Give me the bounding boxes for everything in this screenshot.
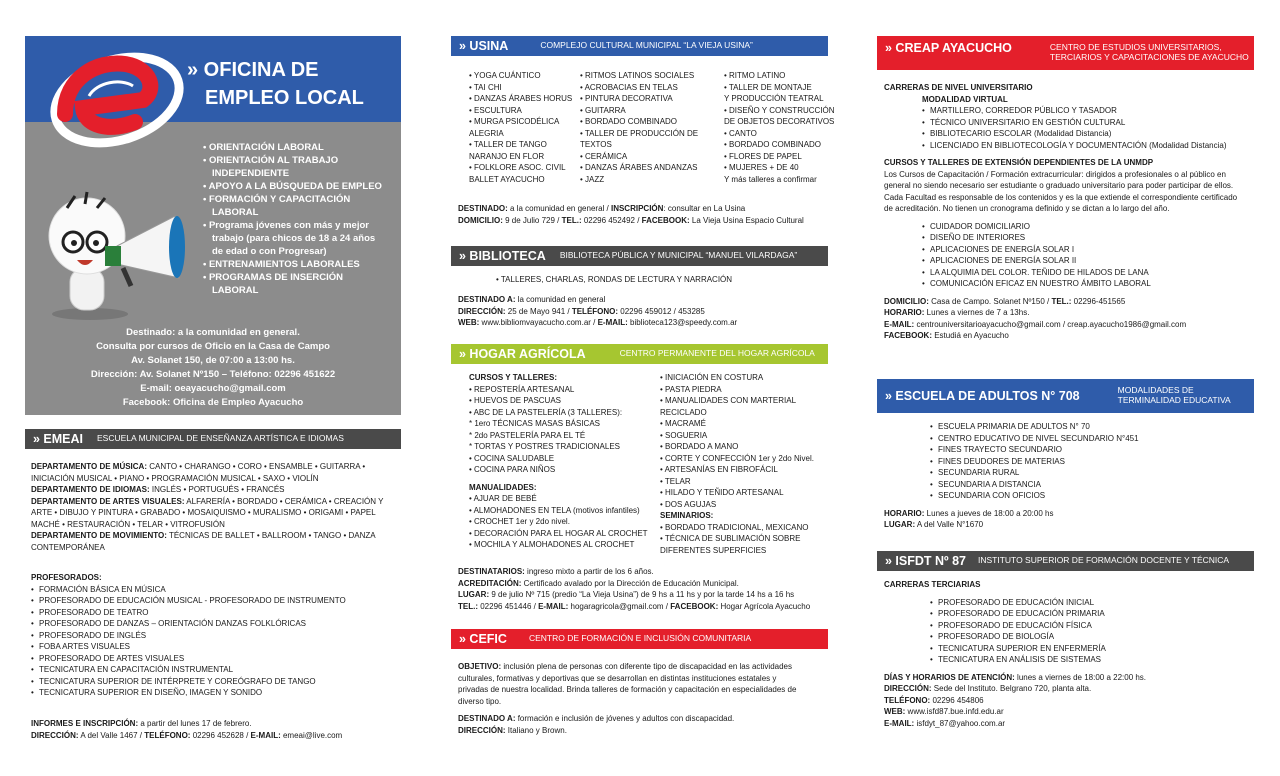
oficina-title: » OFICINA DE EMPLEO LOCAL <box>187 59 364 109</box>
list-item: NARANJO EN FLOR <box>469 151 545 161</box>
hogar-col2 <box>660 372 814 556</box>
usina-header: » USINA COMPLEJO CULTURAL MUNICIPAL “LA VIEJA USINA” <box>451 36 828 56</box>
list-item: Y PRODUCCIÓN TEATRAL <box>724 94 824 103</box>
list-item: * TORTAS Y POSTRES TRADICIONALES <box>469 442 621 451</box>
list-item: • PROFESORADO DE INGLÉS <box>31 630 346 642</box>
list-item: • YOGA CUÁNTICO <box>469 71 541 80</box>
list-item: • BORDADO A MANO <box>660 442 739 451</box>
creap-virtual-list <box>884 105 1237 151</box>
list-item: • TELAR <box>660 476 691 486</box>
list-item: • JAZZ <box>580 174 605 184</box>
list-item: • MARTILLERO, CORREDOR PÚBLICO Y TASADOR <box>922 105 1237 117</box>
list-item: • CROCHET 1er y 2do nivel. <box>469 517 570 526</box>
emeai-profesorados: PROFESORADOS: • FORMACIÓN BÁSICA EN MÚSICA • PROFESORADO DE EDUCACIÓN MUSICAL - PROFESORADO DE INSTRUMENTO • PROFESORADO DE TEATRO • PROFESORADO DE DANZAS – ORIENTACIÓN DANZAS FOLKLÓRICAS • PROFESORADO DE INGLÉS • FOBA ARTES VISUALES • PROFESORADO DE ARTES VISUALES • TECNICATURA EN CAPACITACIÓN INSTRUMENTAL • TECNICATURA SUPERIOR DE INTÉRPRETE Y COREÓGRAFO DE TANGO • TECNICATURA SUPERIOR EN DISEÑO, IMAGEN Y SONIDO <box>31 572 346 699</box>
list-item: • BIBLIOTECARIO ESCOLAR (Modalidad Distancia) <box>922 128 1237 140</box>
list-item: • APLICACIONES DE ENERGÍA SOLAR I <box>922 244 1237 256</box>
usina-info: DESTINADO: a la comunidad en general / INSCRIPCIÓN: consultar en La Usina DOMICILIO: 9 de Julio 729 / TEL.: 02296 452492 / FACEBOOK: La Vieja Usina Espacio Cultural <box>458 204 804 225</box>
list-item: • PROFESORADO DE DANZAS – ORIENTACIÓN DANZAS FOLKLÓRICAS <box>31 618 346 630</box>
list-item: • APLICACIONES DE ENERGÍA SOLAR II <box>922 255 1237 267</box>
list-item: • PROFESORADO DE EDUCACIÓN PRIMARIA <box>930 608 1146 620</box>
list-item: • DANZAS ÁRABES ANDANZAS <box>580 163 698 172</box>
list-item: • RITMOS LATINOS SOCIALES <box>580 71 695 80</box>
list-item: • BORDADO COMBINADO <box>724 140 822 149</box>
list-item: • COCINA SALUDABLE <box>469 453 555 463</box>
list-item: • FLORES DE PAPEL <box>724 151 802 161</box>
hogar-header: » HOGAR AGRÍCOLA CENTRO PERMANENTE DEL HOGAR AGRÍCOLA <box>451 344 828 364</box>
oficina-footer: Destinado: a la comunidad en general. Consulta por cursos de Oficio en la Casa de Campo Av. Solanet 150, de 07:00 a 13:00 hs. Dirección: Av. Solanet Nº150 – Teléfono: 02296 451622 E-mail: oeayacucho@gmail.com Facebook: Oficina de Empleo Ayacucho <box>90 327 336 408</box>
list-item: • MOCHILA Y ALMOHADONES AL CROCHET <box>469 540 635 549</box>
hogar-col1 <box>469 372 648 551</box>
list-item: • PASTA PIEDRA <box>660 384 722 394</box>
emeai-departments: DEPARTAMENTO DE MÚSICA: CANTO • CHARANGO • CORO • ENSAMBLE • GUITARRA • INICIACIÓN MUSICAL • PIANO • PROGRAMACIÓN MUSICAL • SAXO • VIOLÍN DEPARTAMENTO DE IDIOMAS: INGLÉS • PORTUGUÉS • FRANCÉS DEPARTAMENTO DE ARTES VISUALES: ALFARERÍA • BORDADO • CERÁMICA • CREACIÓN Y ARTE • DIBUJO Y PINTURA • GRABADO • MOSAIQUISMO • MURALISMO • ORIGAMI • PAPEL MACHÉ • RESTAURACIÓN • TELAR • VITROFUSIÓN DEPARTAMENTO DE MOVIMIENTO: TÉCNICAS DE BALLET • BALLROOM • TANGO • DANZA CONTEMPORÁNEA <box>31 462 384 552</box>
list-item: • PROFESORADO DE EDUCACIÓN INICIAL <box>930 597 1146 609</box>
list-item: • PINTURA DECORATIVA <box>580 94 673 103</box>
list-item: • PROFESORADO DE EDUCACIÓN FÍSICA <box>930 620 1146 632</box>
usina-col1 <box>469 70 572 185</box>
oficina-services: • ORIENTACIÓN LABORAL • ORIENTACIÓN AL TRABAJO INDEPENDIENTE • APOYO A LA BÚSQUEDA DE EMPLEO • FORMACIÓN Y CAPACITACIÓN LABORAL • Programa jóvenes con más y mejor trabajo (para chicos de 18 a 24 años de edad o con Progresar) • ENTRENAMIENTOS LABORALES • PROGRAMAS DE INSERCIÓN LABORAL <box>203 142 382 296</box>
list-item: • GUITARRA <box>580 105 626 115</box>
list-item: • INICIACIÓN EN COSTURA <box>660 373 764 382</box>
list-item: • TALLER DE MONTAJE <box>724 82 812 92</box>
adultos-list <box>884 421 1139 502</box>
e-logo-icon <box>39 42 199 152</box>
creap-header: » CREAP AYACUCHO CENTRO DE ESTUDIOS UNIVERSITARIOS, TERCIARIOS Y CAPACITACIONES DE AYACUCHO <box>877 36 1254 70</box>
megaphone-character-icon <box>35 186 195 326</box>
list-item: * 1ero TÉCNICAS MASAS BÁSICAS <box>469 419 601 428</box>
list-item: • PROFESORADO DE EDUCACIÓN MUSICAL - PROFESORADO DE INSTRUMENTO <box>31 595 346 607</box>
list-item: • TÉCNICA DE SUBLIMACIÓN SOBRE <box>660 534 801 543</box>
list-item: • DOS AGUJAS <box>660 499 717 509</box>
oficina-empleo-panel <box>25 36 401 415</box>
list-item: • MUJERES + DE 40 <box>724 163 799 172</box>
list-item: DIFERENTES SUPERFICIES <box>660 545 767 555</box>
list-item: • REPOSTERÍA ARTESANAL <box>469 384 575 394</box>
isfdt-header: » ISFDT Nº 87 INSTITUTO SUPERIOR DE FORMACIÓN DOCENTE Y TÉCNICA <box>877 551 1254 571</box>
list-item: • TALLER DE TANGO <box>469 140 547 149</box>
list-item: • TÉCNICO UNIVERSITARIO EN GESTIÓN CULTURAL <box>922 117 1237 129</box>
list-item: • ESCUELA PRIMARIA DE ADULTOS N° 70 <box>930 421 1139 433</box>
list-item: • CENTRO EDUCATIVO DE NIVEL SECUNDARIO N°451 <box>930 433 1139 445</box>
list-item: • DISEÑO DE INTERIORES <box>922 232 1237 244</box>
list-item: • TECNICATURA SUPERIOR DE INTÉRPRETE Y COREÓGRAFO DE TANGO <box>31 676 346 688</box>
list-item: CURSOS Y TALLERES: <box>469 373 558 382</box>
list-item: • CERÁMICA <box>580 151 628 161</box>
list-item: • COMUNICACIÓN EFICAZ EN NUESTRO ÁMBITO LABORAL <box>922 278 1237 290</box>
list-item: • BORDADO COMBINADO <box>580 117 678 126</box>
list-item: • FINES DEUDORES DE MATERIAS <box>930 456 1139 468</box>
list-item: • DECORACIÓN PARA EL HOGAR AL CROCHET <box>469 528 648 538</box>
list-item: DE OBJETOS DECORATIVOS <box>724 117 835 126</box>
list-item: SEMINARIOS: <box>660 511 714 520</box>
list-item: • FORMACIÓN BÁSICA EN MÚSICA <box>31 584 346 596</box>
list-item: • AJUAR DE BEBÉ <box>469 494 537 503</box>
list-item: • TECNICATURA EN CAPACITACIÓN INSTRUMENTAL <box>31 664 346 676</box>
list-item: ALEGRIA <box>469 128 504 138</box>
list-item: • RITMO LATINO <box>724 71 786 80</box>
list-item: • PROFESORADO DE TEATRO <box>31 607 346 619</box>
list-item: • ARTESANÍAS EN FIBROFÁCIL <box>660 465 778 474</box>
list-item: • FINES TRAYECTO SECUNDARIO <box>930 444 1139 456</box>
list-item: • CUIDADOR DOMICILIARIO <box>922 221 1237 233</box>
cefic-header: » CEFIC CENTRO DE FORMACIÓN E INCLUSIÓN COMUNITARIA <box>451 629 828 649</box>
list-item: • MANUALIDADES CON MARTERIAL <box>660 396 797 405</box>
list-item: • DISEÑO Y CONSTRUCCIÓN <box>724 105 835 115</box>
biblioteca-header: » BIBLIOTECA BIBLIOTECA PÚBLICA Y MUNICIPAL “MANUEL VILARDAGA” <box>451 246 828 266</box>
list-item: • TECNICATURA SUPERIOR EN DISEÑO, IMAGEN Y SONIDO <box>31 687 346 699</box>
list-item: • HILADO Y TEÑIDO ARTESANAL <box>660 488 784 497</box>
list-item: • BORDADO TRADICIONAL, MEXICANO <box>660 522 809 532</box>
list-item: • LA ALQUIMIA DEL COLOR. TEÑIDO DE HILADOS DE LANA <box>922 267 1237 279</box>
list-item: • ACROBACIAS EN TELAS <box>580 82 678 92</box>
list-item: • TECNICATURA EN ANÁLISIS DE SISTEMAS <box>930 654 1146 666</box>
list-item: • TALLER DE PRODUCCIÓN DE <box>580 128 699 138</box>
adultos-body: • ESCUELA PRIMARIA DE ADULTOS N° 70 • CENTRO EDUCATIVO DE NIVEL SECUNDARIO N°451 • FINES TRAYECTO SECUNDARIO • FINES DEUDORES DE MATERIAS • SECUNDARIA RURAL • SECUNDARIA A DISTANCIA • SECUNDARIA CON OFICIOS HORARIO: Lunes a jueves de 18:00 a 20:00 hs LUGAR: A del Valle N°1670 <box>884 421 1139 531</box>
hogar-info: DESTINATARIOS: ingreso mixto a partir de los 6 años. ACREDITACIÓN: Certificado avalado por la Dirección de Educación Municipal. LUGAR: 9 de julio Nº 715 (predio “La Vieja Usina”) de 9 hs a 11 hs y por la tarde 14 hs a 16 hs TEL.: 02296 451446 / E-MAIL: hogaragricola@gmail.com / FACEBOOK: Hogar Agrícola Ayacucho <box>458 567 811 611</box>
list-item: • HUEVOS DE PASCUAS <box>469 396 562 405</box>
list-item: • SOGUERIA <box>660 430 708 440</box>
list-item: • MACRAMÉ <box>660 419 706 428</box>
adultos-header: » ESCUELA DE ADULTOS N° 708 MODALIDADES DE TERMINALIDAD EDUCATIVA <box>877 379 1254 413</box>
isfdt-body: CARRERAS TERCIARIAS • PROFESORADO DE EDUCACIÓN INICIAL • PROFESORADO DE EDUCACIÓN PRIMARIA • PROFESORADO DE EDUCACIÓN FÍSICA • PROFESORADO DE BIOLOGÍA • TECNICATURA SUPERIOR EN ENFERMERÍA • TECNICATURA EN ANÁLISIS DE SISTEMAS DÍAS Y HORARIOS DE ATENCIÓN: lunes a viernes de 18:00 a 22:00 hs. DIRECCIÓN: Sede del Instituto. Belgrano 720, planta alta. TELÉFONO: 02296 454806 WEB: www.isfd87.bue.infd.edu.ar E-MAIL: isfdyt_87@yahoo.com.ar <box>884 579 1146 729</box>
list-item: BALLET AYACUCHO <box>469 174 545 184</box>
list-item: • ABC DE LA PASTELERÍA (3 TALLERES): <box>469 407 623 417</box>
list-item: • PROFESORADO DE BIOLOGÍA <box>930 631 1146 643</box>
list-item: Y más talleres a confirmar <box>724 174 817 184</box>
list-item: • ESCULTURA <box>469 105 522 115</box>
profesorados-list <box>31 584 346 699</box>
cefic-info: OBJETIVO: inclusión plena de personas con diferente tipo de discapacidad en las actividades culturales, formativas y deportivas que se desarrollan en distintas instituciones estatales y privadas de nuestra localidad. Brinda talleres de formación y capacitación en especialidades de diverso tipo. DESTINADO A: formación e inclusión de jóvenes y adultos con discapacidad. DIRECCIÓN: Italiano y Brown. <box>458 662 797 735</box>
list-item: • LICENCIADO EN BIBLIOTECOLOGÍA Y DOCUMENTACIÓN (Modalidad Distancia) <box>922 140 1237 152</box>
usina-col2 <box>580 70 698 185</box>
list-item: • SECUNDARIA A DISTANCIA <box>930 479 1139 491</box>
list-item: RECICLADO <box>660 407 707 417</box>
list-item: • SECUNDARIA RURAL <box>930 467 1139 479</box>
list-item: • TECNICATURA SUPERIOR EN ENFERMERÍA <box>930 643 1146 655</box>
list-item: • FOBA ARTES VISUALES <box>31 641 346 653</box>
list-item: • CANTO <box>724 128 757 138</box>
creap-body: CARRERAS DE NIVEL UNIVERSITARIO MODALIDAD VIRTUAL • MARTILLERO, CORREDOR PÚBLICO Y TASADOR • TÉCNICO UNIVERSITARIO EN GESTIÓN CULTURAL • BIBLIOTECARIO ESCOLAR (Modalidad Distancia) • LICENCIADO EN BIBLIOTECOLOGÍA Y DOCUMENTACIÓN (Modalidad Distancia) CURSOS Y TALLERES DE EXTENSIÓN DEPENDIENTES DE LA UNMDP Los Cursos de Capacitación / Formación extracurricular: dirigidos a profesionales o al público en general no siendo necesario ser estudiante o graduado universitario para poder participar de ellos. Cada Facultad es responsable de los contenidos y es la que extiende el correspondiente certificado de acreditación. No tienen un cronograma definido y se dictan a lo largo del año. • CUIDADOR DOMICILIARIO • DISEÑO DE INTERIORES • APLICACIONES DE ENERGÍA SOLAR I • APLICACIONES DE ENERGÍA SOLAR II • LA ALQUIMIA DEL COLOR. TEÑIDO DE HILADOS DE LANA • COMUNICACIÓN EFICAZ EN NUESTRO ÁMBITO LABORAL DOMICILIO: Casa de Campo. Solanet Nº150 / TEL.: 02296-451565 HORARIO: Lunes a viernes de 7 a 13hs. E-MAIL: centrouniversitarioayacucho@gmail.com / creap.ayacucho1986@gmail.com FACEBOOK: Estudiá en Ayacucho <box>884 82 1237 342</box>
list-item: • DANZAS ÁRABES HORUS <box>469 94 573 103</box>
list-item: • MURGA PSICODÉLICA <box>469 117 560 126</box>
list-item: TEXTOS <box>580 140 612 149</box>
list-item: * 2do PASTELERÍA PARA EL TÉ <box>469 430 586 440</box>
list-item: • COCINA PARA NIÑOS <box>469 465 556 474</box>
biblioteca-info: DESTINADO A: la comunidad en general DIRECCIÓN: 25 de Mayo 941 / TELÉFONO: 02296 459012 / 453285 WEB: www.bibliomvayacucho.com.ar / E-MAIL: biblioteca123@speedy.com.ar <box>458 295 738 327</box>
isfdt-list <box>884 597 1146 666</box>
emeai-header: » EMEAI ESCUELA MUNICIPAL DE ENSEÑANZA ARTÍSTICA E IDIOMAS <box>25 429 401 449</box>
list-item: • PROFESORADO DE ARTES VISUALES <box>31 653 346 665</box>
biblioteca-item: • TALLERES, CHARLAS, RONDAS DE LECTURA Y NARRACIÓN <box>496 275 733 284</box>
list-item: • TAI CHI <box>469 82 502 92</box>
list-item: • FOLKLORE ASOC. CIVIL <box>469 163 566 172</box>
emeai-contact: INFORMES E INSCRIPCIÓN: a partir del lunes 17 de febrero. DIRECCIÓN: A del Valle 1467 / TELÉFONO: 02296 452628 / E-MAIL: emeai@live.com <box>31 719 343 740</box>
list-item: • SECUNDARIA CON OFICIOS <box>930 490 1139 502</box>
list-item: • ALMOHADONES EN TELA (motivos infantiles) <box>469 505 640 515</box>
list-item: MANUALIDADES: <box>469 482 537 492</box>
creap-cursos-list <box>884 221 1237 290</box>
list-item: • CORTE Y CONFECCIÓN 1er y 2do Nivel. <box>660 453 814 463</box>
usina-col3 <box>724 70 835 185</box>
